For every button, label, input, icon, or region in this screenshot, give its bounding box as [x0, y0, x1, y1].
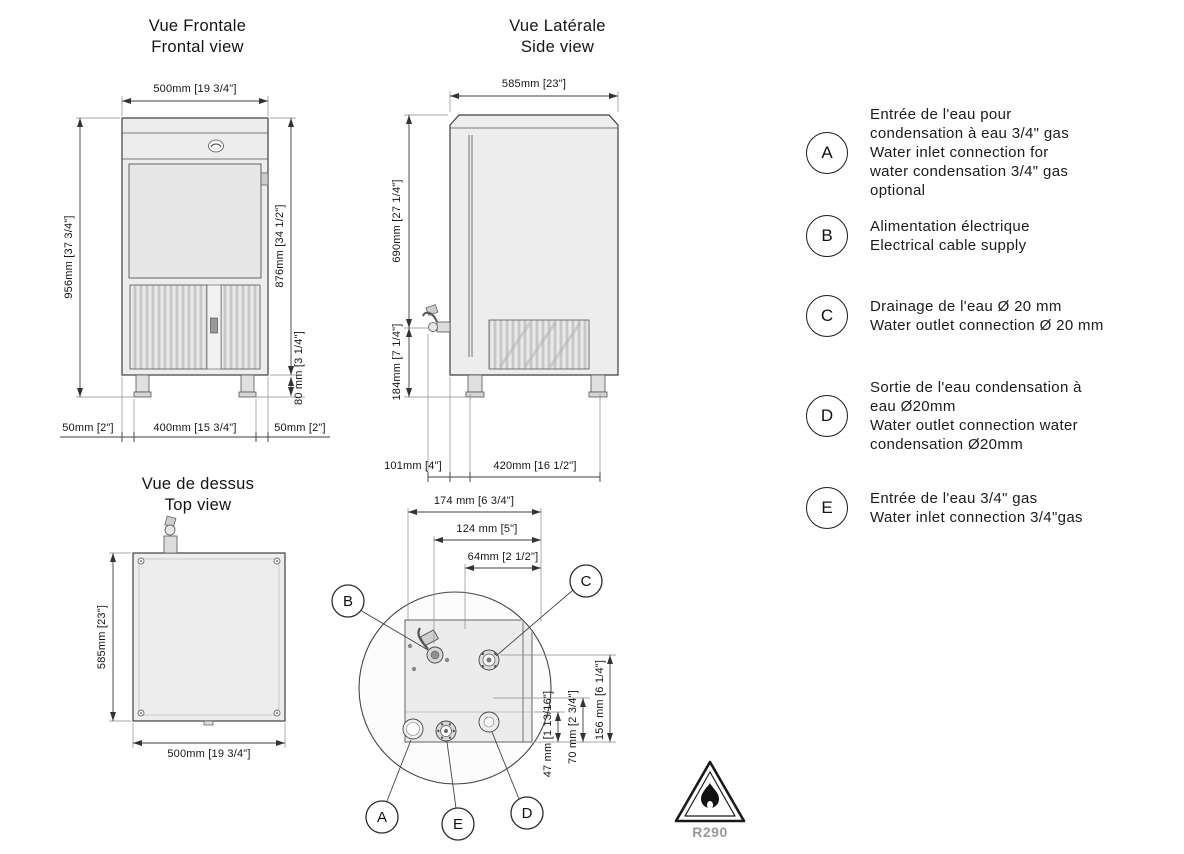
legend-item-e	[806, 487, 1115, 529]
top-title-en: Top view	[164, 496, 232, 515]
frontal-legs	[134, 375, 256, 397]
legend-item-b	[806, 215, 1042, 257]
top-rear-tab	[204, 721, 213, 725]
legend-key-b	[806, 215, 848, 257]
legend-key-e-letter: E	[821, 498, 833, 517]
legend-key-d-letter: D	[820, 406, 834, 426]
frontal-grille	[130, 285, 260, 369]
side-inlet-floor-dim: 184mm [7 1/4"]	[391, 323, 403, 401]
top-title-fr: Vue de dessus	[141, 475, 255, 493]
door-latch	[261, 173, 268, 185]
callout-d-letter: D	[521, 805, 533, 822]
frontal-foot-right-dim: 50mm [2"]	[274, 422, 326, 434]
connector-d-water-outlet-condensation	[479, 712, 499, 732]
side-feet-span-dim: 420mm [16 1/2"]	[493, 460, 577, 472]
callout-a-letter: A	[376, 809, 388, 826]
frontal-bin-door	[129, 164, 261, 278]
legend-text-c-fr: Drainage de l'eau Ø 20 mm	[870, 297, 1062, 315]
frontal-body-height-dim: 876mm [34 1/2"]	[274, 204, 286, 288]
detail-dim-156: 156 mm [6 1/4"]	[594, 659, 606, 741]
side-title-en: Side view	[520, 38, 595, 57]
side-grille	[489, 320, 589, 369]
legend-text-e-fr: Entrée de l'eau 3/4" gas	[870, 489, 1038, 507]
legend-text-b-en: Electrical cable supply	[870, 237, 1027, 254]
side-legs	[466, 375, 607, 397]
frontal-total-height-dim: 956mm [37 3/4"]	[63, 215, 75, 299]
detail-dim-124: 124 mm [5"]	[456, 523, 518, 535]
frontal-title-en: Frontal view	[151, 38, 244, 57]
legend-item-a	[806, 105, 1088, 200]
frontal-view-drawing	[60, 83, 330, 442]
callout-b-letter: B	[342, 593, 354, 610]
detail-dim-70: 70 mm [2 3/4"]	[567, 690, 579, 764]
detail-dim-47: 47 mm [1 13/16"]	[542, 690, 554, 778]
legend-text-a-fr: Entrée de l'eau pour condensation à eau 3/4" gas	[870, 106, 1070, 143]
legend	[806, 95, 1178, 575]
top-body	[133, 553, 285, 721]
legend-key-c	[806, 295, 848, 337]
r290-flammable-warning	[676, 762, 744, 840]
grille-handle	[211, 318, 218, 333]
detail-view-drawing	[332, 495, 616, 840]
connector-c-drain	[479, 650, 499, 670]
legend-key-b-letter: B	[821, 226, 833, 245]
side-title-fr: Vue Latérale	[509, 17, 606, 35]
top-depth-dim: 585mm [23"]	[96, 604, 108, 670]
frontal-leg-height-dim: 80 mm [3 1/4"]	[293, 331, 305, 405]
frontal-feet-span-dim: 400mm [15 3/4"]	[153, 422, 237, 434]
frontal-title-fr: Vue Frontale	[148, 17, 247, 35]
legend-text-c-en: Water outlet connection Ø 20 mm	[870, 317, 1104, 334]
legend-text-d	[870, 378, 1112, 454]
legend-text-c	[870, 297, 1105, 335]
legend-text-a	[870, 105, 1088, 200]
side-view-drawing	[384, 78, 618, 482]
callout-e-letter: E	[452, 816, 464, 833]
legend-key-d	[806, 395, 848, 437]
brand-logo	[209, 140, 224, 152]
legend-text-d-fr: Sortie de l'eau condensation à eau Ø20mm	[870, 379, 1082, 416]
side-depth-dim: 585mm [23"]	[501, 78, 567, 90]
side-inlet-top-dim: 690mm [27 1/4"]	[391, 179, 403, 263]
top-view-drawing	[96, 516, 285, 760]
frontal-width-dim: 500mm [19 3/4"]	[153, 83, 237, 95]
flame-icon	[701, 783, 719, 809]
legend-key-a-letter: A	[821, 142, 833, 162]
legend-key-e	[806, 487, 848, 529]
legend-item-d	[806, 378, 1112, 454]
detail-dim-64: 64mm [2 1/2"]	[467, 551, 539, 563]
top-inlet-fixture	[164, 516, 177, 553]
connector-e-water-inlet	[436, 721, 456, 741]
legend-key-a	[806, 132, 848, 174]
legend-text-b-fr: Alimentation électrique	[870, 217, 1030, 235]
legend-text-e-en: Water inlet connection 3/4"gas	[870, 509, 1083, 526]
frontal-foot-left-dim: 50mm [2"]	[62, 422, 114, 434]
refrigerant-label: R290	[692, 824, 728, 840]
legend-key-c-letter: C	[820, 306, 834, 325]
detail-dim-174: 174 mm [6 3/4"]	[433, 495, 515, 507]
side-offset-front-dim: 101mm [4"]	[384, 460, 442, 472]
legend-text-d-en: Water outlet connection water condensation Ø20mm	[870, 417, 1079, 454]
connector-a-water-inlet-condensation	[403, 719, 423, 739]
legend-text-a-en: Water inlet connection for water condensation 3/4" gas optional	[870, 144, 1069, 200]
legend-text-e	[870, 489, 1115, 527]
top-width-dim: 500mm [19 3/4"]	[167, 748, 251, 760]
legend-text-b	[870, 217, 1042, 255]
callout-c-letter: C	[580, 573, 592, 590]
legend-item-c	[806, 295, 1105, 337]
